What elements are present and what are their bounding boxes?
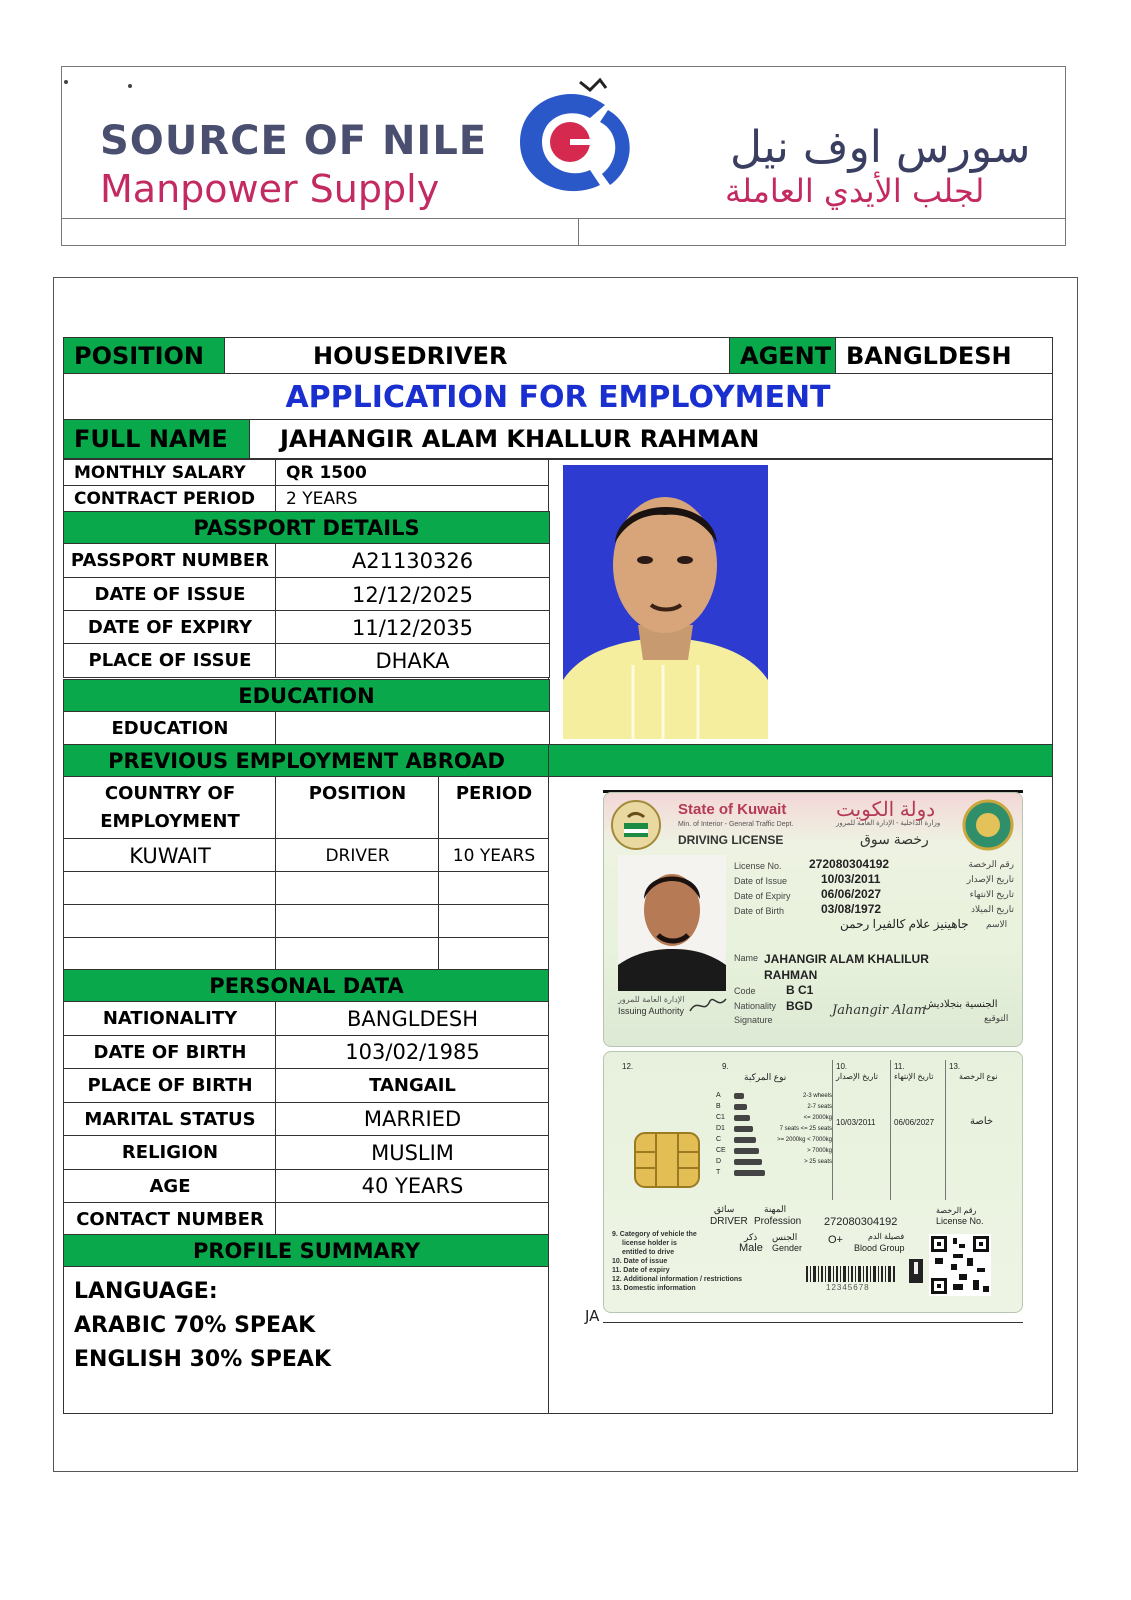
personal-row-label: AGE	[63, 1169, 277, 1204]
prev-country-cell	[63, 937, 277, 972]
vehicle-category-row	[716, 1112, 832, 1123]
company-logo-icon	[510, 70, 650, 210]
back-h9: 9.	[722, 1062, 729, 1071]
vehicle-category-list	[716, 1090, 832, 1178]
qr-code-icon	[929, 1234, 991, 1296]
contract-label: CONTRACT PERIOD	[63, 485, 277, 512]
license-name-ar-label: الاسم	[986, 919, 1008, 929]
passport-row-value: DHAKA	[275, 643, 550, 678]
back-note-line: 9. Category of vehicle the	[612, 1231, 697, 1238]
back-blood-value: O+	[828, 1234, 843, 1246]
back-note-line: 13. Domestic information	[612, 1285, 696, 1292]
passport-row-label: PASSPORT NUMBER	[63, 543, 277, 578]
license-authority: Issuing Authority	[618, 1006, 685, 1016]
license-birth-value: 03/08/1972	[821, 902, 882, 916]
vehicle-category-desc: <= 2000kg	[803, 1114, 832, 1121]
company-name-arabic: سورس اوف نيل	[730, 122, 1031, 173]
col-country-header: COUNTRY OF EMPLOYMENT	[63, 776, 277, 840]
vehicle-category-row	[716, 1156, 832, 1167]
back-row-expiry: 06/06/2027	[894, 1118, 935, 1127]
full-name-label: FULL NAME	[63, 419, 251, 459]
passport-row-value: 11/12/2035	[275, 610, 550, 645]
license-right-labels-ar	[944, 857, 1014, 917]
vehicle-icon	[734, 1170, 765, 1176]
back-note-line: entitled to drive	[622, 1249, 675, 1256]
back-gender-ar: الجنس	[772, 1232, 798, 1242]
license-left-labels	[734, 859, 791, 919]
profile-line: ARABIC 70% SPEAK	[74, 1313, 316, 1338]
back-h10-ar: تاريخ الإصدار	[836, 1072, 879, 1081]
passport-row-label: DATE OF EXPIRY	[63, 610, 277, 645]
back-gender-label: Gender	[772, 1243, 803, 1253]
personal-row-value: MUSLIM	[275, 1135, 550, 1170]
vehicle-icon	[734, 1159, 762, 1165]
education-heading: EDUCATION	[63, 679, 550, 713]
back-note-line: license holder is	[622, 1240, 677, 1247]
vehicle-category-row	[716, 1167, 832, 1178]
back-h13: 13.	[949, 1062, 961, 1071]
personal-row-value: 103/02/1985	[275, 1035, 550, 1070]
license-name-ar: جاهينيز علام كالفيرا رحمن	[840, 917, 969, 931]
salary-value: QR 1500	[275, 459, 550, 486]
vehicle-category-code: B	[716, 1103, 721, 1110]
personal-row-label: PLACE OF BIRTH	[63, 1068, 277, 1103]
company-name-line2: Manpower Supply	[100, 167, 440, 211]
vehicle-category-code: CE	[716, 1147, 726, 1154]
license-expiry-label: Date of Expiry	[734, 891, 791, 901]
company-name-line1: SOURCE OF NILE	[100, 118, 488, 164]
license-ministry-ar: وزارة الداخلية - الإدارة العامة للمرور	[836, 820, 941, 827]
vehicle-category-desc: 7 seats <= 25 seats	[779, 1125, 832, 1132]
back-row-type-ar: خاصة	[970, 1116, 994, 1127]
personal-row-label: CONTACT NUMBER	[63, 1202, 277, 1237]
previous-employment-heading-extension	[548, 744, 1053, 778]
license-nat-value: BGD	[786, 999, 813, 1013]
back-note-line: 11. Date of expiry	[612, 1267, 670, 1274]
personal-row-value: TANGAIL	[275, 1068, 550, 1103]
kuwait-emblem-icon	[610, 799, 662, 851]
license-no-value: 272080304192	[809, 857, 890, 871]
dot-mark	[128, 84, 132, 88]
license-state-ar: دولة الكويت	[836, 799, 936, 821]
passport-row-label: DATE OF ISSUE	[63, 577, 277, 612]
prev-period-cell	[438, 937, 550, 972]
vehicle-icon	[734, 1104, 747, 1110]
vehicle-category-row	[716, 1145, 832, 1156]
license-title-ar: رخصة سوق	[860, 831, 929, 847]
back-h11-ar: تاريخ الإنتهاء	[894, 1072, 934, 1081]
dot-mark	[64, 80, 68, 84]
back-h11: 11.	[894, 1062, 905, 1071]
license-nat-label: Nationality	[734, 1001, 777, 1011]
vehicle-category-code: C	[716, 1136, 722, 1143]
profile-line: ENGLISH 30% SPEAK	[74, 1347, 332, 1372]
profile-summary-box	[63, 1266, 550, 1414]
license-expiry-ar: تاريخ الانتهاء	[969, 889, 1014, 899]
signature-fragment: JA	[585, 1307, 600, 1325]
vehicle-icon	[734, 1137, 756, 1143]
license-issue-value: 10/03/2011	[821, 872, 881, 886]
prev-position-cell: DRIVER	[275, 838, 440, 873]
back-profession-label: Profession	[754, 1216, 802, 1227]
license-name-value: JAHANGIR ALAM KHALILUR RAHMAN	[764, 952, 929, 982]
passport-heading: PASSPORT DETAILS	[63, 511, 550, 545]
back-divider	[945, 1060, 946, 1200]
prev-position-cell	[275, 904, 440, 939]
chip-icon	[634, 1132, 700, 1188]
prev-position-cell	[275, 937, 440, 972]
form-title: APPLICATION FOR EMPLOYMENT	[63, 373, 1053, 421]
col-period-header: PERIOD	[438, 776, 550, 840]
prev-period-cell	[438, 904, 550, 939]
full-name-value: JAHANGIR ALAM KHALLUR RAHMAN	[249, 419, 1053, 459]
vehicle-category-row	[716, 1134, 832, 1145]
license-holder-photo	[618, 855, 726, 991]
col-position-header: POSITION	[275, 776, 440, 840]
license-no-ar: رقم الرخصة	[968, 859, 1014, 869]
agent-label: AGENT	[729, 337, 837, 375]
personal-row-label: NATIONALITY	[63, 1001, 277, 1036]
personal-row-value: MARRIED	[275, 1102, 550, 1137]
license-expiry-value: 06/06/2027	[821, 887, 882, 901]
personal-row-value: BANGLDESH	[275, 1001, 550, 1036]
license-back-card	[603, 1051, 1023, 1313]
personal-row-label: RELIGION	[63, 1135, 277, 1170]
vehicle-category-row	[716, 1101, 832, 1112]
back-profession-ar: سائق	[714, 1204, 735, 1214]
signature-line	[603, 1322, 1023, 1323]
license-sig-ar: التوقيع	[984, 1013, 1009, 1023]
vehicle-icon	[734, 1148, 759, 1154]
back-h10: 10.	[836, 1062, 848, 1071]
prev-period-cell: 10 YEARS	[438, 838, 550, 873]
position-value: HOUSEDRIVER	[224, 337, 731, 375]
vehicle-category-code: D	[716, 1158, 722, 1165]
back-license-no: 272080304192	[824, 1216, 898, 1228]
back-notes	[612, 1230, 742, 1293]
security-mark-icon	[908, 1258, 924, 1284]
license-no-label: License No.	[734, 861, 782, 871]
vehicle-category-desc: 2-3 wheels	[802, 1092, 832, 1099]
personal-heading: PERSONAL DATA	[63, 969, 550, 1003]
contract-value: 2 YEARS	[275, 485, 550, 512]
back-divider	[832, 1060, 833, 1200]
license-values	[809, 857, 889, 917]
prev-period-cell	[438, 871, 550, 906]
passport-row-value: 12/12/2025	[275, 577, 550, 612]
back-note-line: 12. Additional information / restrictions	[612, 1276, 743, 1283]
applicant-photo	[563, 465, 768, 739]
personal-row-label: DATE OF BIRTH	[63, 1035, 277, 1070]
back-profession-label-ar: المهنة	[764, 1204, 787, 1214]
vehicle-category-code: C1	[716, 1114, 725, 1121]
license-issue-label: Date of Issue	[734, 876, 788, 886]
back-blood-label: Blood Group	[854, 1243, 905, 1253]
license-birth-label: Date of Birth	[734, 906, 785, 916]
vehicle-category-code: D1	[716, 1125, 725, 1132]
license-code-label: Code	[734, 986, 756, 996]
passport-row-label: PLACE OF ISSUE	[63, 643, 277, 678]
position-label: POSITION	[63, 337, 226, 375]
vehicle-category-desc: > 7000kg	[807, 1147, 832, 1154]
license-issue-ar: تاريخ الإصدار	[966, 874, 1014, 884]
company-tagline-arabic: لجلب الأيدي العاملة	[725, 172, 985, 210]
back-gender-value: Male	[739, 1242, 763, 1254]
license-authority-ar: الإدارة العامة للمرور	[618, 995, 685, 1004]
license-ministry: Min. of Interior - General Traffic Dept.	[678, 821, 794, 828]
profile-line: LANGUAGE:	[74, 1279, 218, 1304]
passport-row-value: A21130326	[275, 543, 550, 578]
vehicle-category-desc: 2-7 seats	[807, 1103, 832, 1110]
back-gender-ar-value: ذكر	[744, 1232, 758, 1242]
vehicle-category-code: T	[716, 1169, 721, 1176]
license-nat-ar: الجنسية بنجلاديش	[924, 999, 998, 1010]
barcode-number: 12345678	[826, 1283, 870, 1292]
back-license-no-label: License No.	[936, 1216, 984, 1226]
vehicle-icon	[734, 1115, 750, 1121]
personal-row-label: MARITAL STATUS	[63, 1102, 277, 1137]
back-profession-value: DRIVER	[710, 1216, 748, 1227]
authority-signature-icon	[688, 993, 728, 1017]
back-h13-ar: نوع الرخصة	[959, 1072, 998, 1081]
personal-row-value: 40 YEARS	[275, 1169, 550, 1204]
license-code-value: B C1	[786, 983, 814, 997]
personal-row-value	[275, 1202, 550, 1237]
back-h9-ar: نوع المركبة	[744, 1072, 787, 1082]
vehicle-category-code: A	[716, 1092, 721, 1099]
barcode-icon	[806, 1266, 898, 1282]
license-title: DRIVING LICENSE	[678, 833, 784, 847]
vehicle-category-row	[716, 1123, 832, 1134]
license-state-en: State of Kuwait	[678, 801, 787, 818]
agent-value: BANGLDESH	[835, 337, 1053, 375]
back-blood-ar: فصيلة الدم	[868, 1232, 905, 1241]
prev-position-cell	[275, 871, 440, 906]
license-sig-label: Signature	[734, 1015, 773, 1025]
back-note-line: 10. Date of issue	[612, 1258, 668, 1265]
vehicle-icon	[734, 1126, 753, 1132]
salary-label: MONTHLY SALARY	[63, 459, 277, 486]
vehicle-category-row	[716, 1090, 832, 1101]
prev-country-cell: KUWAIT	[63, 838, 277, 873]
back-license-no-ar: رقم الرخصة	[936, 1206, 977, 1215]
back-h12: 12.	[622, 1062, 634, 1071]
education-label: EDUCATION	[63, 711, 277, 746]
prev-country-cell	[63, 904, 277, 939]
previous-employment-heading: PREVIOUS EMPLOYMENT ABROAD	[63, 744, 550, 778]
gcc-emblem-icon	[962, 799, 1014, 851]
license-birth-ar: تاريخ الميلاد	[971, 904, 1014, 914]
letterhead-lower-bar	[61, 218, 1066, 246]
back-row-issue: 10/03/2011	[836, 1118, 876, 1127]
vehicle-category-desc: >= 2000kg < 7000kg	[777, 1136, 832, 1143]
profile-heading: PROFILE SUMMARY	[63, 1234, 550, 1268]
license-front-card	[603, 792, 1023, 1047]
education-value	[275, 711, 550, 746]
vehicle-icon	[734, 1093, 744, 1099]
license-name-label: Name	[734, 953, 759, 963]
license-signature: Jahangir Alam	[832, 1003, 926, 1018]
prev-country-cell	[63, 871, 277, 906]
vehicle-category-desc: > 25 seats	[804, 1158, 832, 1165]
back-divider	[890, 1060, 891, 1200]
